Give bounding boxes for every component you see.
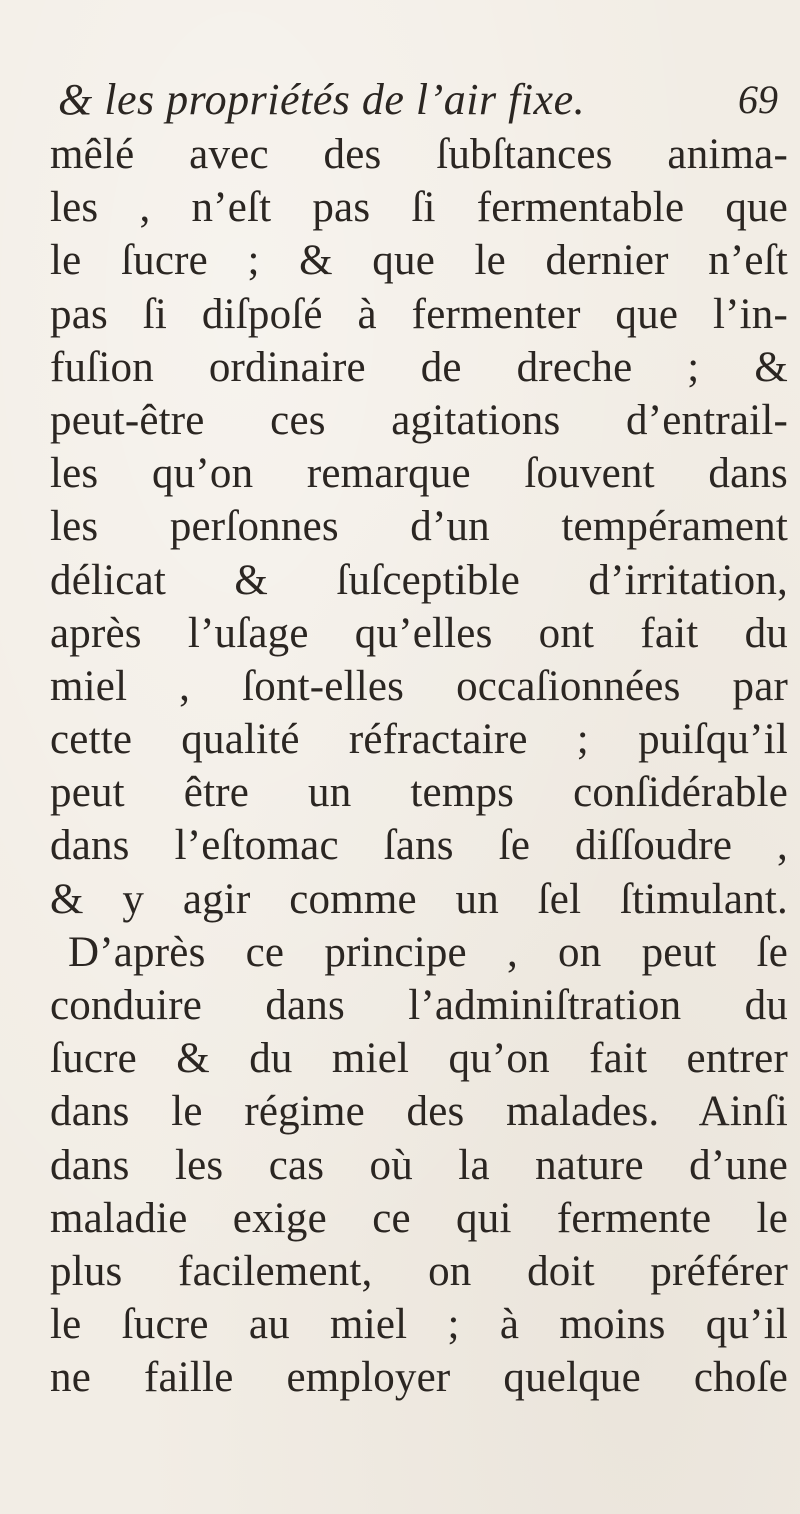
- text-line: conduire dans l’adminiſtration du: [50, 982, 788, 1029]
- text-line: peut-être ces agitations d’entrail-: [50, 396, 788, 444]
- text-line: dans les cas où la nature d’une: [50, 1141, 788, 1189]
- text-line: ſucre & du miel qu’on fait entrer: [50, 1035, 788, 1083]
- text-line: le ſucre ; & que le dernier n’eſt: [50, 237, 788, 285]
- text-line: les qu’on remarque ſouvent dans: [50, 450, 788, 498]
- text-line: peut être un temps conſidérable: [50, 769, 788, 817]
- text-line: D’après ce principe , on peut ſe: [68, 928, 788, 976]
- body-text: [50, 128, 788, 1405]
- text-line: les perſonnes d’un tempérament: [50, 503, 788, 551]
- text-line: cette qualité réfractaire ; puiſqu’il: [50, 716, 788, 764]
- running-head-title: & les propriétés de l’air fixe.: [58, 75, 586, 124]
- text-line: maladie exige ce qui fermente le: [50, 1194, 788, 1242]
- text-line: miel , ſont-elles occaſionnées par: [50, 662, 788, 710]
- text-line: mêlé avec des ſubſtances anima-: [50, 131, 788, 178]
- page-number: 69: [738, 77, 778, 122]
- text-line: dans l’eſtomac ſans ſe diſſoudre ,: [50, 822, 788, 870]
- text-line: pas ſi diſpoſé à fermenter que l’in-: [50, 290, 788, 338]
- running-head: [58, 72, 778, 128]
- text-line: après l’uſage qu’elles ont fait du: [50, 609, 788, 657]
- text-line: dans le régime des malades. Ainſi: [50, 1088, 788, 1136]
- text-line: fuſion ordinaire de dreche ; &: [50, 343, 788, 391]
- text-line: le ſucre au miel ; à moins qu’il: [50, 1301, 788, 1349]
- text-line: ne faille employer quelque choſe: [50, 1354, 788, 1402]
- text-line: les , n’eſt pas ſi fermentable que: [50, 184, 788, 232]
- text-line: & y agir comme un ſel ſtimulant.: [50, 875, 788, 923]
- text-line: plus facilement, on doit préférer: [50, 1247, 788, 1295]
- text-line: délicat & ſuſceptible d’irritation,: [50, 556, 788, 604]
